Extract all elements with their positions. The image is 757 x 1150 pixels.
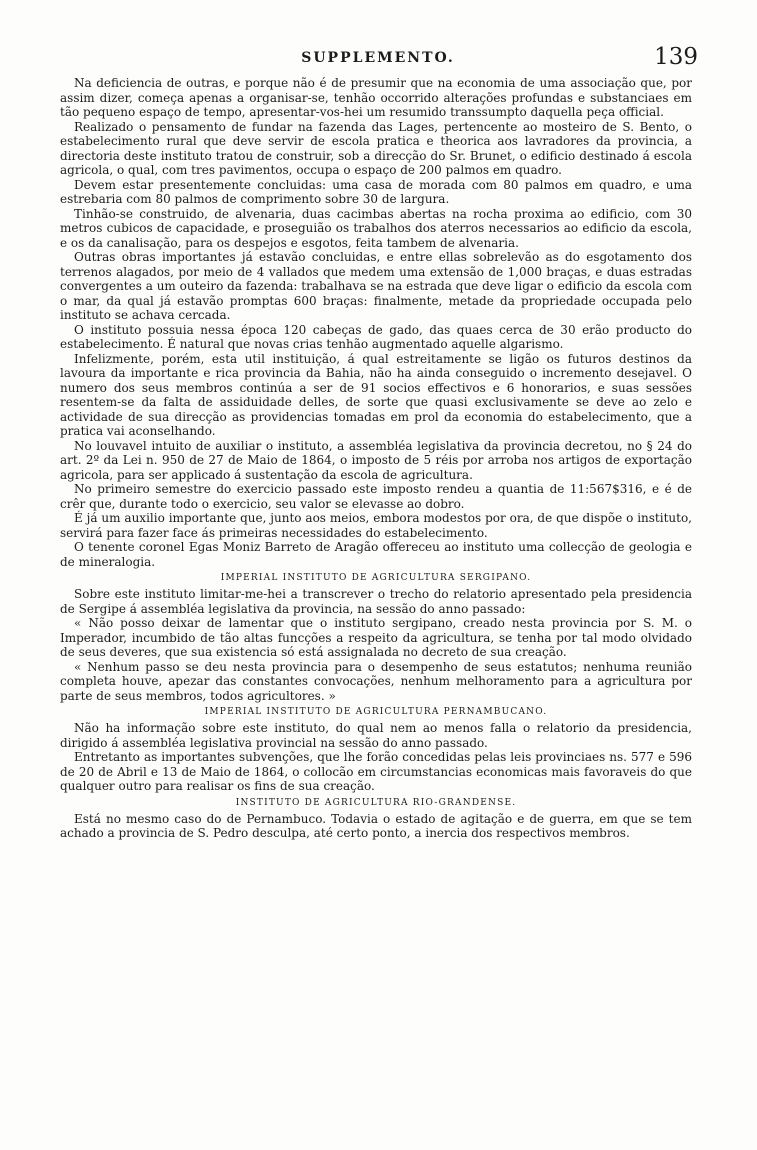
paragraph-rio-grande: Está no mesmo caso do de Pernambuco. Todavia o estado de agitação e de guerra, em que se tem achado a provincia de S. Pedro desculpa, até certo ponto, a inercia dos respectivos membros. bbox=[60, 811, 692, 840]
paragraph-tax-decree: No louvavel intuito de auxiliar o instituto, a assembléa legislativa da provincia decretou, no § 24 do art. 2º da Lei n. 950 de 27 de Maio de 1864, o imposto de 5 réis por arroba nos artigos de exportação agricola, para ser applicado á sustentação da escola de agricultura. bbox=[60, 438, 692, 482]
paragraph-school-building: Realizado o pensamento de fundar na fazenda das Lages, pertencente ao mosteiro de S. Bento, o estabelecimento rural que deve servir de escola pratica e theorica aos lavradores da provincia, a directoria deste instituto tratou de construir, sob a direcção do Sr. Brunet, o edificio destinado á escola agricola, o qual, com tres pavimentos, occupa o espaço de 200 palmos em quadro. bbox=[60, 119, 692, 177]
paragraph-pernambuco-info: Não ha informação sobre este instituto, do qual nem ao menos falla o relatorio da presidencia, dirigido á assembléa legislativa provincial na sessão do anno passado. bbox=[60, 721, 692, 750]
paragraph-sergipe-intro: Sobre este instituto limitar-me-hei a transcrever o trecho do relatorio apresentado pela presidencia de Sergipe á assembléa legislativa da provincia, na sessão do anno passado: bbox=[60, 587, 692, 616]
section-heading-rio-grandense: INSTITUTO DE AGRICULTURA RIO-GRANDENSE. bbox=[235, 797, 517, 808]
page-number: 139 bbox=[654, 44, 698, 70]
paragraph-dwellings: Devem estar presentemente concluidas: uma casa de morada com 80 palmos em quadro, e uma estrebaria com 80 palmos de comprimento sobre 30 de largura. bbox=[60, 177, 692, 206]
paragraph-pernambuco-subsidies: Entretanto as importantes subvenções, que lhe forão concedidas pelas leis provinciaes ns. 577 e 596 de 20 de Abril e 13 de Maio de 1864, o collocão em circumstancias economicas mais favoraveis do que qualquer outro para realisar os fins de sua creação. bbox=[60, 750, 692, 793]
paragraph-intro: Na deficiencia de outras, e porque não é de presumir que na economia de uma associação que, por assim dizer, começa apenas a organisar-se, tenhão occorrido alterações profundas e substanciaes em tão pequeno espaço de tempo, apresentar-vos-hei um resumido transsumpto daquella peça official. bbox=[60, 76, 692, 119]
paragraph-collection-gift: O tenente coronel Egas Moniz Barreto de Aragão offereceu ao instituto uma collecção de geologia e de mineralogia. bbox=[60, 540, 692, 569]
paragraph-livestock: O instituto possuia nessa época 120 cabeças de gado, das quaes cerca de 30 erão producto do estabelecimento. É natural que novas crias tenhão augmentado aquelle algarismo. bbox=[60, 322, 692, 351]
paragraph-membership: Infelizmente, porém, esta util instituição, á qual estreitamente se ligão os futuros destinos da lavoura da importante e rica provincia da Bahia, não ha ainda conseguido o incremento desejavel. O numero dos seus membros continúa a ser de 91 socios effectivos e 6 honorarios, e suas sessões resentem-se da falta de assiduidade delles, de sorte que quasi exclusivamente se deve ao zelo e actividade de sua direcção as providencias tomadas em prol da economia do estabelecimento, que a pratica vai aconselhando. bbox=[60, 351, 692, 438]
page-header bbox=[58, 44, 698, 74]
paragraph-sergipe-quote-1: « Não posso deixar de lamentar que o instituto sergipano, creado nesta provincia por S. M. o Imperador, incumbido de tão altas funcções a respeito da agricultura, se tenha por tal modo olvidado de seus deveres, que sua existencia só está assignalada no decreto de sua creação. bbox=[60, 616, 692, 659]
page-body bbox=[60, 76, 692, 841]
paragraph-cisterns: Tinhão-se construido, de alvenaria, duas cacimbas abertas na rocha proxima ao edificio, com 30 metros cubicos de capacidade, e proseguião os trabalhos dos aterros necessarios ao edificio da escola, e os da canalisação, para os despejos e esgotos, feita tambem de alvenaria. bbox=[60, 206, 692, 250]
paragraph-sergipe-quote-2: « Nenhum passo se deu nesta provincia para o desempenho de seus estatutos; nenhuma reunião completa houve, apezar das constantes convocações, nenhum melhoramento para a agricultura por parte de seus membros, todos agricultores. » bbox=[60, 659, 692, 703]
section-heading-sergipano: IMPERIAL INSTITUTO DE AGRICULTURA SERGIPANO. bbox=[220, 573, 532, 583]
paragraph-support: É já um auxilio importante que, junto aos meios, embora modestos por ora, de que dispõe o instituto, servirá para fazer face ás primeiras necessidades do estabelecimento. bbox=[60, 511, 692, 540]
paragraph-tax-revenue: No primeiro semestre do exercicio passado este imposto rendeu a quantia de 11:567$316, e é de crêr que, durante todo o exercicio, seu valor se elevasse ao dobro. bbox=[60, 482, 692, 511]
paragraph-drainage-works: Outras obras importantes já estavão concluidas, e entre ellas sobrelevão as do esgotamento dos terrenos alagados, por meio de 4 vallados que medem uma extensão de 1,000 braças, e duas estradas convergentes a um outeiro da fazenda: trabalhava se na estrada que deve ligar o edificio da escola com o mar, da qual já estavão promptas 600 braças: finalmente, metade da propriedade occupada pelo instituto se achava cercada. bbox=[60, 250, 692, 322]
section-heading-pernambucano: IMPERIAL INSTITUTO DE AGRICULTURA PERNAMBUCANO. bbox=[204, 707, 548, 717]
running-head: SUPPLEMENTO. bbox=[301, 50, 455, 66]
